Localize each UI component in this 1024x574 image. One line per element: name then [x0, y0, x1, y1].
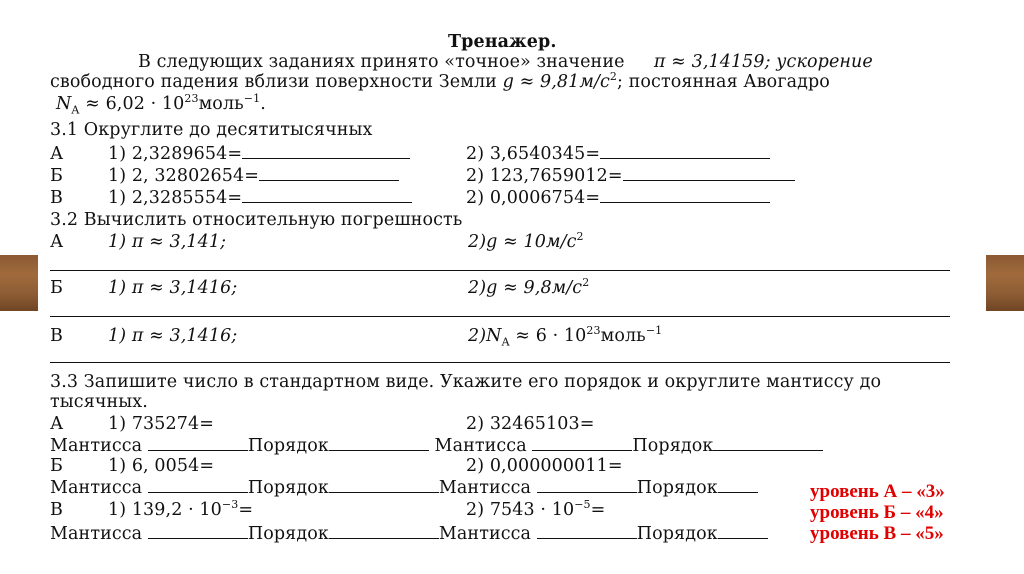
mantissa-blank[interactable]	[148, 476, 248, 493]
s31-row-b: Б 1) 2, 32802654=	[50, 164, 399, 186]
answer-line[interactable]	[50, 270, 950, 271]
answer-blank[interactable]	[242, 142, 410, 159]
s31-row-a-2: 2) 3,6540345=	[466, 142, 770, 164]
s32-row-b: Б 1) π ≈ 3,1416;	[50, 278, 238, 298]
level-a: уровень А – «3»	[810, 481, 945, 502]
answer-blank[interactable]	[600, 186, 770, 203]
mantissa-blank[interactable]	[532, 434, 632, 451]
answer-blank[interactable]	[600, 142, 770, 159]
section-3-1-heading: 3.1 Округлите до десятитысячных	[50, 120, 373, 140]
s32-row-b-2: $2)g \approx 9,8м/с^2$	[468, 276, 590, 298]
s33-row-a-2: 2) 32465103=	[466, 414, 595, 434]
s31-row-c-2: 2) 0,0006754=	[466, 186, 770, 208]
intro-line-2: свободного падения вблизи поверхности Земли $g \approx 9,81м/с^2$; постоянная Авогадро	[50, 70, 830, 92]
s31-row-a: А 1) 2,3289654=	[50, 142, 410, 164]
s33-row-a-fields: Мантисса Порядок Мантисса Порядок	[50, 434, 823, 456]
s32-row-c-2: $2)N_A \approx 6$ · $10^{23}моль^{-1}$	[468, 324, 663, 349]
order-blank[interactable]	[329, 434, 429, 451]
section-3-3-heading: 3.3 Запишите число в стандартном виде. Укажите его порядок и округлите мантиссу до	[50, 372, 882, 392]
s33-row-c: В 1) $139,2 \cdot 10^{-3}=$	[50, 498, 254, 520]
s33-row-c-2: 2) $7543 \cdot 10^{-5}=$	[466, 498, 606, 520]
s33-row-c-fields: Мантисса Порядок Мантисса Порядок	[50, 522, 768, 544]
answer-blank[interactable]	[259, 164, 399, 181]
s32-row-c: В 1) π ≈ 3,1416;	[50, 326, 238, 346]
level-b: уровень Б – «4»	[810, 502, 944, 523]
answer-line[interactable]	[50, 362, 950, 363]
intro-line-1: В следующих заданиях принято «точное» значение π ≈ 3,14159; ускорение	[138, 52, 873, 72]
page-title: Тренажер.	[448, 32, 557, 52]
mantissa-blank[interactable]	[537, 522, 637, 539]
mantissa-blank[interactable]	[537, 476, 637, 493]
s33-row-a: А 1) 735274=	[50, 414, 214, 434]
order-blank[interactable]	[329, 522, 439, 539]
s32-row-a: А 1) π ≈ 3,141;	[50, 232, 227, 252]
s33-row-b-2: 2) 0,000000011=	[466, 456, 623, 476]
s33-row-b-fields: Мантисса Порядок Мантисса Порядок	[50, 476, 758, 498]
intro-line-3: $N_A \approx 6,02$ · $10^{23}моль^{-1}$.	[56, 92, 266, 117]
order-blank[interactable]	[718, 476, 758, 493]
answer-line[interactable]	[50, 316, 950, 317]
mantissa-blank[interactable]	[148, 434, 248, 451]
answer-blank[interactable]	[623, 164, 795, 181]
s31-row-c: В 1) 2,3285554=	[50, 186, 412, 208]
s31-row-b-2: 2) 123,7659012=	[466, 164, 795, 186]
s33-row-b: Б 1) 6, 0054=	[50, 456, 215, 476]
level-c: уровень В – «5»	[810, 523, 944, 544]
order-blank[interactable]	[713, 434, 823, 451]
order-blank[interactable]	[718, 522, 768, 539]
grade-levels	[810, 481, 945, 544]
order-blank[interactable]	[329, 476, 439, 493]
answer-blank[interactable]	[242, 186, 412, 203]
mantissa-blank[interactable]	[148, 522, 248, 539]
s32-row-a-2: $2)g \approx 10м/с^2$	[468, 230, 584, 252]
section-3-2-heading: 3.2 Вычислить относительную погрешность	[50, 210, 463, 230]
section-3-3-heading-2: тысячных.	[50, 392, 148, 412]
